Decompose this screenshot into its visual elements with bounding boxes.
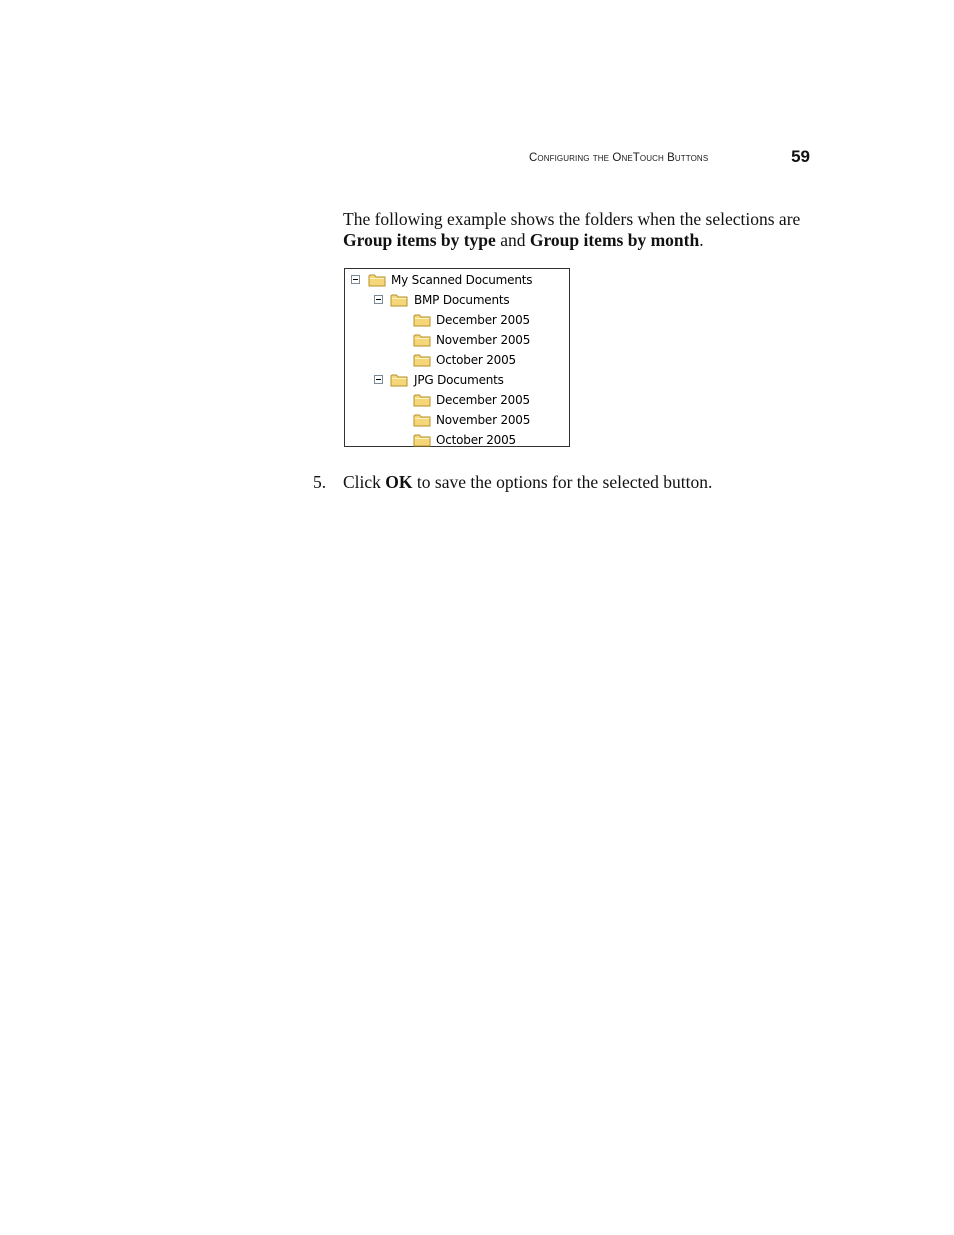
tree-node-leaf[interactable] [345, 410, 569, 430]
tree-node-label: December 2005 [436, 313, 530, 327]
folder-tree [344, 268, 570, 447]
tree-node-group[interactable] [345, 370, 569, 390]
tree-node-leaf[interactable] [345, 390, 569, 410]
section-title: Configuring the OneTouch Buttons [529, 152, 709, 164]
step-text [343, 472, 712, 493]
tree-node-label: November 2005 [436, 413, 531, 427]
tree-node-label: My Scanned Documents [391, 273, 533, 287]
intro-text: The following example shows the folders when the selections are [343, 209, 801, 229]
tree-node-group[interactable] [345, 290, 569, 310]
page-number: 59 [791, 147, 810, 166]
option-group-by-month: Group items by month [529, 230, 700, 250]
tree-node-root[interactable] [345, 270, 569, 290]
folder-icon [413, 393, 431, 407]
folder-icon [390, 373, 408, 387]
tree-node-leaf[interactable] [345, 430, 569, 450]
folder-icon [413, 333, 431, 347]
intro-text: . [699, 230, 704, 250]
running-header [529, 146, 810, 170]
tree-node-label: December 2005 [436, 393, 530, 407]
folder-icon [413, 313, 431, 327]
tree-node-leaf[interactable] [345, 350, 569, 370]
tree-node-label: October 2005 [436, 433, 516, 447]
folder-icon [368, 273, 386, 287]
folder-icon [413, 413, 431, 427]
folder-icon [390, 293, 408, 307]
step-number: 5. [313, 472, 327, 492]
tree-node-leaf[interactable] [345, 310, 569, 330]
tree-node-label: October 2005 [436, 353, 516, 367]
tree-node-label: BMP Documents [414, 293, 510, 307]
tree-node-label: November 2005 [436, 333, 531, 347]
intro-text: and [495, 230, 530, 250]
step-text-part: Click [343, 472, 386, 492]
option-group-by-type: Group items by type [343, 230, 496, 250]
step-text-part: to save the options for the selected button. [412, 472, 713, 492]
collapse-icon[interactable] [351, 275, 360, 284]
folder-icon [413, 433, 431, 447]
tree-node-leaf[interactable] [345, 330, 569, 350]
ok-button-reference: OK [385, 472, 413, 492]
intro-paragraph [343, 209, 813, 251]
tree-node-label: JPG Documents [414, 373, 504, 387]
folder-icon [413, 353, 431, 367]
collapse-icon[interactable] [374, 295, 383, 304]
collapse-icon[interactable] [374, 375, 383, 384]
